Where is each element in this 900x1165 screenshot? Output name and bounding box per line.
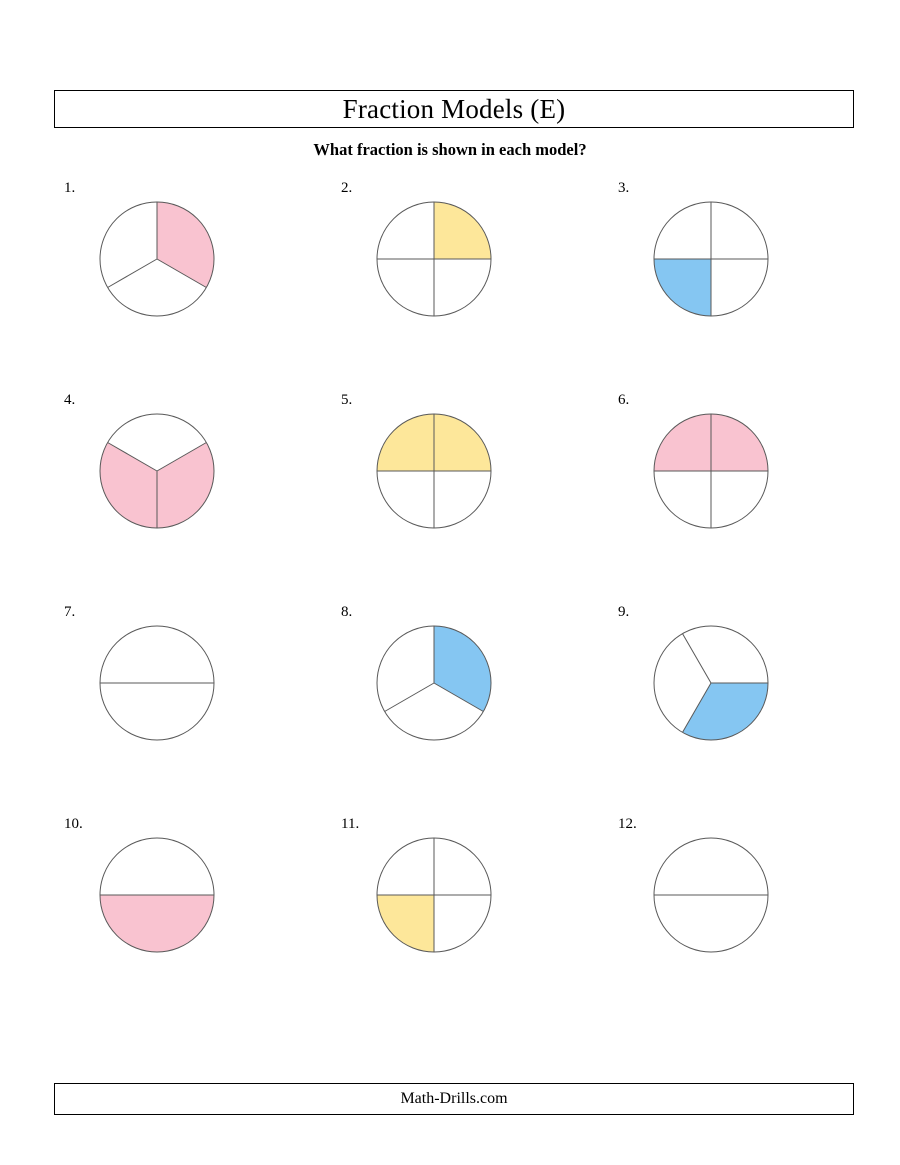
item-number: 6. — [618, 392, 630, 408]
model-cell — [331, 814, 608, 1026]
shaded-sector — [377, 414, 434, 471]
shaded-sector — [654, 259, 711, 316]
unshaded-sector — [434, 838, 491, 895]
unshaded-sector — [377, 471, 434, 528]
pie-model-svg — [371, 620, 501, 750]
fraction-model-3 — [648, 196, 778, 326]
fraction-model-11 — [371, 832, 501, 962]
model-cell — [54, 814, 331, 1026]
title-box — [54, 90, 854, 128]
model-row — [0, 178, 900, 390]
model-cell — [54, 390, 331, 602]
fraction-model-4 — [94, 408, 224, 538]
model-cell — [608, 178, 885, 390]
fraction-model-6 — [648, 408, 778, 538]
pie-model-svg — [94, 832, 224, 962]
unshaded-sector — [654, 202, 711, 259]
model-cell — [54, 178, 331, 390]
pie-model-svg — [648, 408, 778, 538]
model-row — [0, 602, 900, 814]
fraction-model-1 — [94, 196, 224, 326]
unshaded-sector — [711, 471, 768, 528]
shaded-sector — [711, 414, 768, 471]
unshaded-sector — [377, 202, 434, 259]
unshaded-sector — [711, 202, 768, 259]
model-cell — [608, 814, 885, 1026]
item-number: 11. — [341, 816, 360, 832]
unshaded-sector — [377, 259, 434, 316]
item-number: 4. — [64, 392, 76, 408]
footer-label: Math-Drills.com — [400, 1090, 508, 1107]
shaded-sector — [377, 895, 434, 952]
pie-model-svg — [94, 408, 224, 538]
item-number: 8. — [341, 604, 353, 620]
shaded-sector — [434, 414, 491, 471]
unshaded-sector — [434, 471, 491, 528]
item-number: 7. — [64, 604, 76, 620]
model-cell — [54, 602, 331, 814]
shaded-sector — [100, 895, 214, 952]
shaded-sector — [654, 414, 711, 471]
model-cell — [331, 178, 608, 390]
unshaded-sector — [434, 895, 491, 952]
model-cell — [608, 390, 885, 602]
model-cell — [331, 390, 608, 602]
item-number: 10. — [64, 816, 83, 832]
pie-model-svg — [648, 196, 778, 326]
unshaded-sector — [434, 259, 491, 316]
unshaded-sector — [100, 838, 214, 895]
fraction-model-9 — [648, 620, 778, 750]
shaded-sector — [434, 202, 491, 259]
fraction-model-grid — [0, 178, 900, 1026]
model-cell — [331, 602, 608, 814]
pie-model-svg — [94, 196, 224, 326]
pie-model-svg — [94, 620, 224, 750]
pie-model-svg — [371, 832, 501, 962]
unshaded-sector — [711, 259, 768, 316]
fraction-model-2 — [371, 196, 501, 326]
unshaded-sector — [377, 838, 434, 895]
pie-model-svg — [371, 408, 501, 538]
fraction-model-8 — [371, 620, 501, 750]
footer-box — [54, 1083, 854, 1115]
page-title: Fraction Models (E) — [342, 93, 566, 124]
model-row — [0, 814, 900, 1026]
item-number: 12. — [618, 816, 637, 832]
unshaded-sector — [100, 626, 214, 683]
pie-model-svg — [648, 620, 778, 750]
item-number: 2. — [341, 180, 353, 196]
item-number: 5. — [341, 392, 353, 408]
unshaded-sector — [654, 838, 768, 895]
fraction-model-7 — [94, 620, 224, 750]
unshaded-sector — [654, 895, 768, 952]
item-number: 1. — [64, 180, 76, 196]
item-number: 3. — [618, 180, 630, 196]
fraction-model-10 — [94, 832, 224, 962]
model-row — [0, 390, 900, 602]
fraction-model-12 — [648, 832, 778, 962]
unshaded-sector — [100, 683, 214, 740]
item-number: 9. — [618, 604, 630, 620]
instructions-text: What fraction is shown in each model? — [313, 140, 587, 159]
model-cell — [608, 602, 885, 814]
fraction-model-5 — [371, 408, 501, 538]
pie-model-svg — [371, 196, 501, 326]
unshaded-sector — [654, 471, 711, 528]
pie-model-svg — [648, 832, 778, 962]
